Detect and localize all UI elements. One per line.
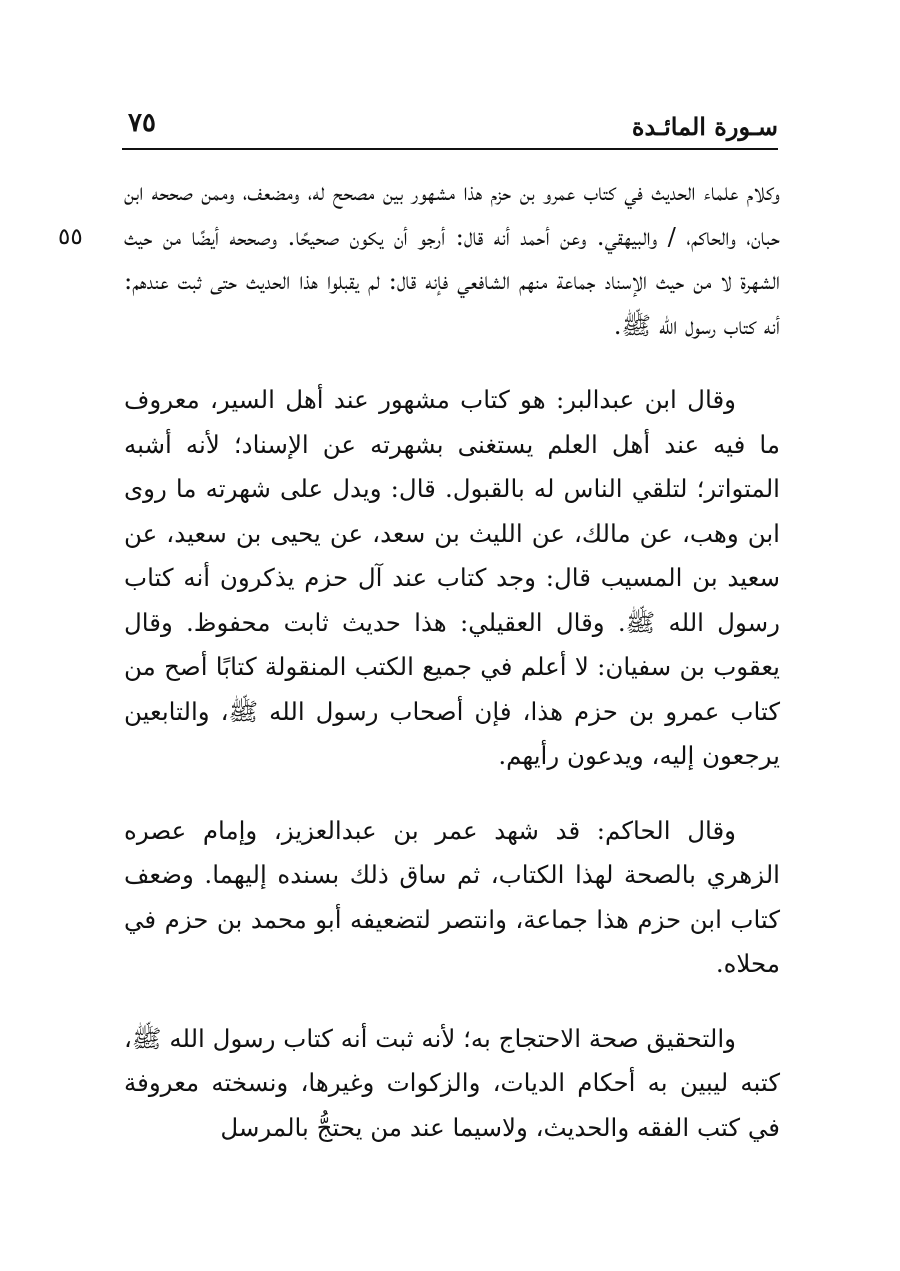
paragraph: وقال الحاكم: قد شهد عمر بن عبدالعزيز، وإمام عصره الزهري بالصحة لهذا الكتاب، ثم ساق ذلك بسنده إليهما. وضعف كتاب ابن حزم هذا جماعة، وانتصر لتضعيفه أبو محمد بن حزم في محلاه. — [124, 815, 780, 978]
paragraph: وقال ابن عبدالبر: هو كتاب مشهور عند أهل السير، معروف ما فيه عند أهل العلم يستغنى بشهرته عن الإسناد؛ لأنه أشبه المتواتر؛ لتلقي الناس له بالقبول. قال: ويدل على شهرته ما روى ابن وهب، عن مالك، عن الليث بن سعد، عن يحيى بن سعيد، عن سعيد بن المسيب قال: وجد كتاب عند آل حزم يذكرون أنه كتاب رسول الله ﷺ. وقال العقيلي: هذا حديث ثابت محفوظ. وقال يعقوب بن سفيان: لا أعلم في جميع الكتب المنقولة كتابًا أصح من كتاب عمرو بن حزم هذا، فإن أصحاب رسول الله ﷺ، والتابعين يرجعون إليه، ويدعون رأيهم. — [124, 385, 780, 770]
paragraph: والتحقيق صحة الاحتجاج به؛ لأنه ثبت أنه كتاب رسول الله ﷺ، كتبه ليبين به أحكام الديات، والزكوات وغيرها، ونسخته معروفة في كتب الفقه والحديث، ولاسيما عند من يحتجُّ بالمرسل — [124, 1023, 780, 1142]
paragraph: وكلام علماء الحديث في كتاب عمرو بن حزم هذا مشهور بين مصحح له، ومضعف، وممن صححه ابن حبان، والحاكم، / والبيهقي. وعن أحمد أنه قال: أرجو أن يكون صحيحًا. وصححه أيضًا من حيث الشهرة لا من حيث الإسناد جماعة منهم الشافعي فإنه قال: لم يقبلوا هذا الحديث حتى ثبت عندهم: أنه كتاب رسول الله ﷺ. — [124, 177, 780, 340]
body-text — [124, 170, 780, 1180]
running-header — [122, 104, 778, 150]
surah-title: سـورة المائـدة — [631, 112, 778, 141]
margin-page-marker: ٥٥ — [58, 224, 83, 250]
page-number: ٧٥ — [128, 108, 156, 138]
